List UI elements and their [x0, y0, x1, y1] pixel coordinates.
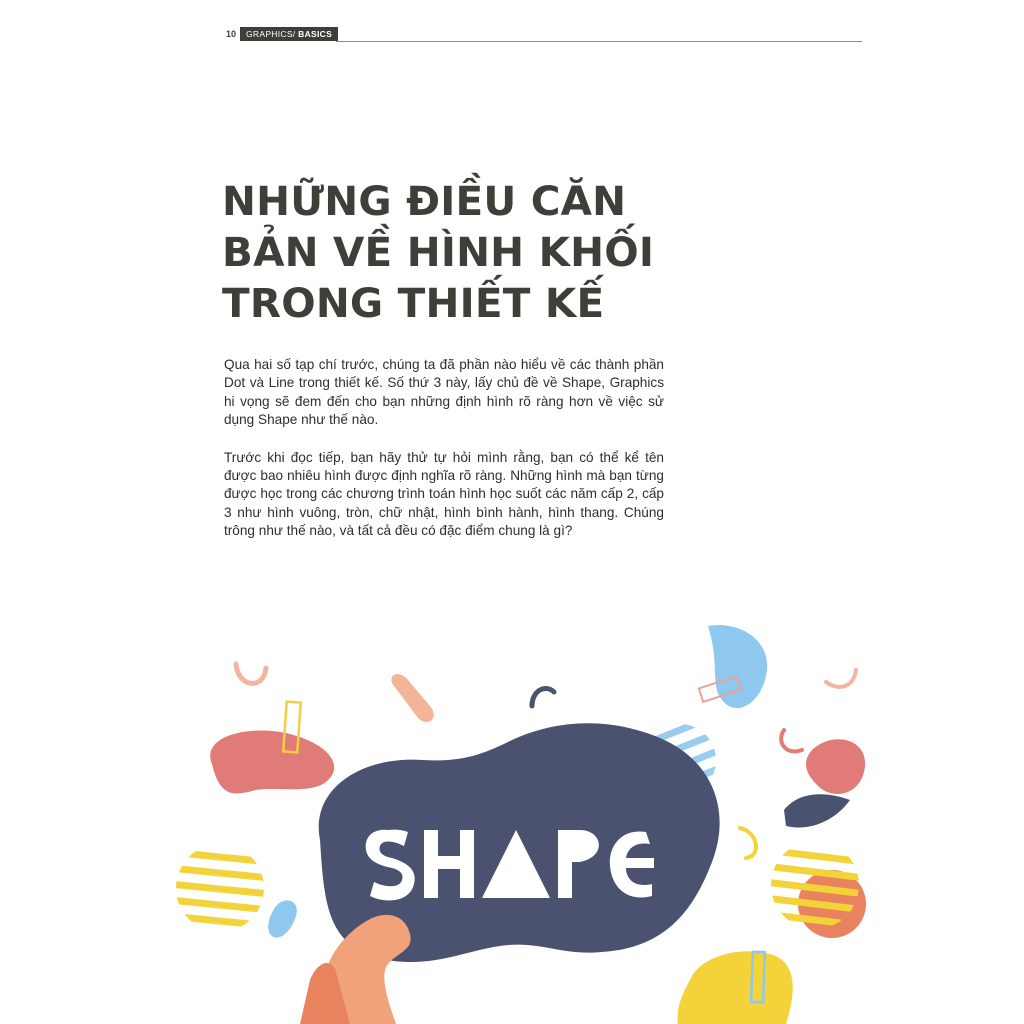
section-name: BASICS [298, 29, 333, 39]
navy-crescent [784, 794, 850, 827]
page-number: 10 [224, 27, 242, 41]
sky-blue-drop [708, 625, 767, 708]
running-header [224, 26, 862, 44]
paragraph-2: Trước khi đọc tiếp, bạn hãy thử tự hỏi mình rằng, bạn có thể kể tên được bao nhiêu hình được định nghĩa rõ ràng. Những hình mà bạn từng được học trong các chương trình toán hình học suốt các năm cấp 2, cấp 3 như hình vuông, tròn, chữ nhật, hình bình hành, hình thang. Chúng trông như thế nào, và tất cả đều có đặc điểm chung là gì? [224, 449, 664, 539]
header-rule [336, 41, 862, 42]
peach-arc-topright [826, 670, 856, 687]
article-title [222, 176, 742, 329]
yellow-blob-bottom [678, 951, 793, 1024]
coral-blob-left [210, 731, 334, 794]
title-line-3: TRONG THIẾT KẾ [222, 279, 605, 327]
peach-bean [391, 674, 433, 722]
coral-arc-right [781, 730, 802, 751]
yellow-arc-right [740, 828, 756, 858]
yellow-striped-circle-left [170, 852, 270, 926]
title-line-1: NHỮNG ĐIỀU CĂN [222, 177, 627, 225]
article-body [224, 356, 664, 560]
sky-blue-blob-small [268, 900, 297, 937]
section-prefix: GRAPHICS/ [246, 29, 299, 39]
paragraph-1: Qua hai số tạp chí trước, chúng ta đã phần nào hiểu về các thành phần Dot và Line trong thiết kế. Số thứ 3 này, lấy chủ đề về Shape, Graphics hi vọng sẽ đem đến cho bạn những định hình rõ ràng hơn về việc sử dụng Shape như thế nào. [224, 357, 664, 428]
title-line-2: BẢN VỀ HÌNH KHỐI [222, 228, 655, 276]
shape-illustration [160, 600, 1024, 1024]
coral-blob-right [806, 739, 865, 794]
shape-illustration-art [160, 600, 1024, 1024]
peach-arc-topleft [236, 664, 266, 683]
navy-arc-small [532, 688, 554, 706]
section-tag [240, 27, 338, 41]
